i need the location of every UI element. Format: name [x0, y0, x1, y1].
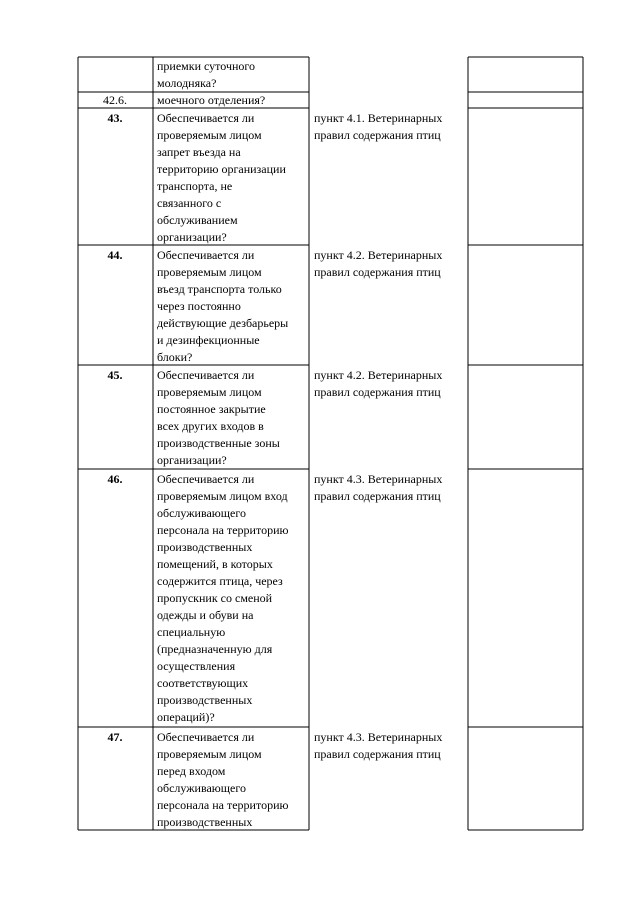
question-line: блоки? [157, 350, 193, 364]
question-line: организации? [157, 453, 227, 467]
row-question [157, 471, 307, 726]
row-number: 46. [107, 472, 123, 486]
question-line: Обеспечивается ли [157, 368, 255, 382]
row-reference [314, 471, 468, 505]
row-number: 45. [107, 368, 123, 382]
row-reference [314, 247, 468, 281]
question-line: въезд транспорта только [157, 282, 282, 296]
question-line: молодняка? [157, 76, 217, 90]
question-line: специальную [157, 625, 226, 639]
question-line: проверяемым лицом [157, 128, 262, 142]
question-line: пропускник со сменой [157, 591, 273, 605]
question-line: производственных [157, 693, 253, 707]
row-question [157, 92, 307, 109]
question-line: Обеспечивается ли [157, 472, 255, 486]
reference-line: пункт 4.1. Ветеринарных [314, 111, 443, 125]
row-question [157, 247, 307, 366]
question-line: операций)? [157, 710, 215, 724]
question-line: (предназначенную для [157, 642, 273, 656]
row-reference [314, 110, 468, 144]
question-line: обслуживающего [157, 781, 246, 795]
question-line: перед входом [157, 764, 226, 778]
row-reference [314, 729, 468, 763]
row-number: 47. [107, 730, 123, 744]
question-line: проверяемым лицом [157, 747, 262, 761]
question-line: организации? [157, 230, 227, 244]
row-question [157, 729, 307, 831]
question-line: транспорта, не [157, 179, 233, 193]
question-line: помещений, в которых [157, 557, 273, 571]
row-question [157, 58, 307, 92]
question-line: одежды и обуви на [157, 608, 254, 622]
reference-line: пункт 4.3. Ветеринарных [314, 730, 443, 744]
row-number: 44. [107, 248, 123, 262]
question-line: производственные зоны [157, 436, 280, 450]
question-line: приемки суточного [157, 59, 256, 73]
question-line: Обеспечивается ли [157, 248, 255, 262]
question-line: проверяемым лицом [157, 265, 262, 279]
question-line: соответствующих [157, 676, 249, 690]
row-question [157, 110, 307, 246]
question-line: Обеспечивается ли [157, 111, 255, 125]
question-line: моечного отделения? [157, 93, 266, 107]
question-line: связанного с [157, 196, 222, 210]
row-question [157, 367, 307, 469]
question-line: обслуживанием [157, 213, 238, 227]
question-line: обслуживающего [157, 506, 246, 520]
question-line: запрет въезда на [157, 145, 241, 159]
question-line: действующие дезбарьеры [157, 316, 289, 330]
question-line: и дезинфекционные [157, 333, 260, 347]
question-line: через постоянно [157, 299, 241, 313]
question-line: персонала на территорию [157, 798, 289, 812]
reference-line: правил содержания птиц [314, 385, 441, 399]
question-line: Обеспечивается ли [157, 730, 255, 744]
row-reference [314, 367, 468, 401]
reference-line: пункт 4.2. Ветеринарных [314, 248, 443, 262]
row-number: 43. [107, 111, 123, 125]
question-line: производственных [157, 540, 253, 554]
reference-line: правил содержания птиц [314, 747, 441, 761]
reference-line: пункт 4.2. Ветеринарных [314, 368, 443, 382]
question-line: производственных [157, 815, 253, 829]
question-line: персонала на территорию [157, 523, 289, 537]
question-line: проверяемым лицом [157, 385, 262, 399]
question-line: содержится птица, через [157, 574, 283, 588]
reference-line: правил содержания птиц [314, 128, 441, 142]
reference-line: правил содержания птиц [314, 489, 441, 503]
reference-line: правил содержания птиц [314, 265, 441, 279]
question-line: территорию организации [157, 162, 286, 176]
question-line: осуществления [157, 659, 236, 673]
question-line: постоянное закрытие [157, 402, 266, 416]
reference-line: пункт 4.3. Ветеринарных [314, 472, 443, 486]
row-number: 42.6. [103, 93, 127, 107]
question-line: проверяемым лицом вход [157, 489, 288, 503]
question-line: всех других входов в [157, 419, 264, 433]
